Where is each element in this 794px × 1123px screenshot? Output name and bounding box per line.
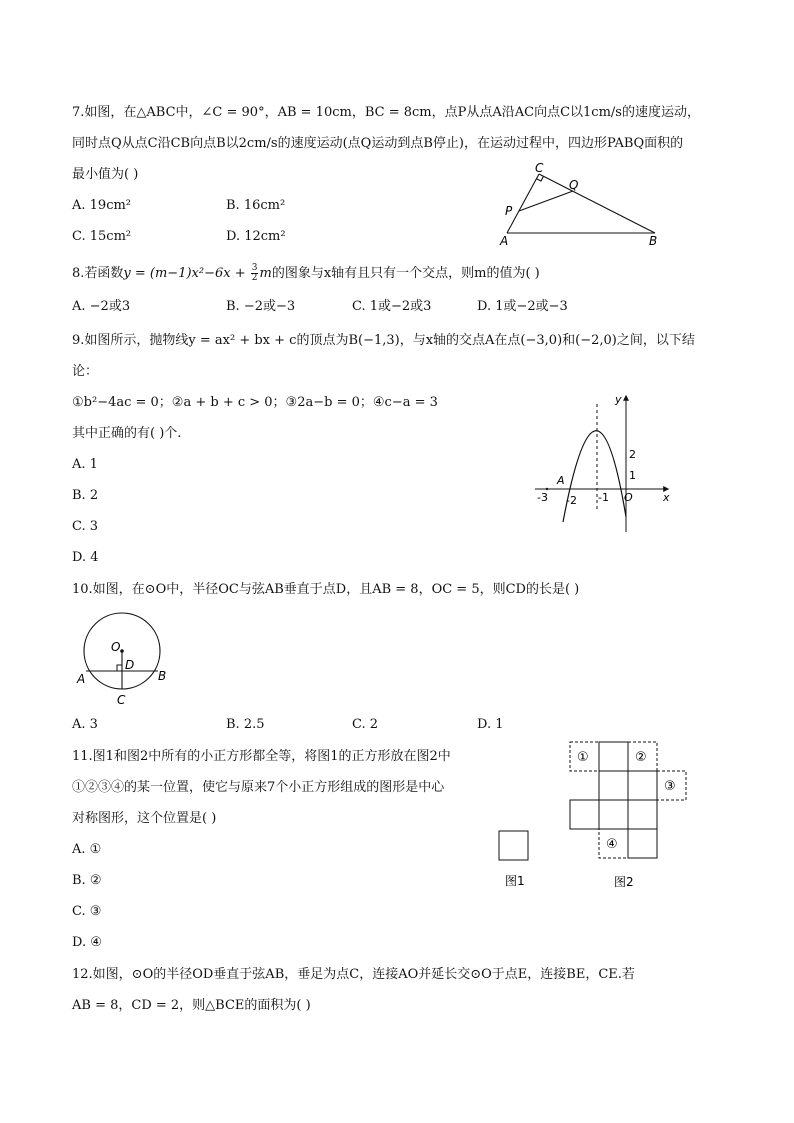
q9-label-y: y [615, 393, 622, 406]
q12-line2: AB = 8，CD = 2，则△BCE的面积为( ) [72, 998, 311, 1013]
q11-option-a[interactable]: A. ① [72, 842, 102, 857]
q11-figure2-square [628, 800, 657, 829]
q9-line2: 论： [72, 364, 99, 379]
q7-label-a: A [500, 234, 509, 248]
q9-tick-1: 1 [629, 469, 636, 482]
q8-fraction [251, 264, 259, 283]
q11-caption-fig1: 图1 [505, 874, 525, 888]
q10-label-b: B [158, 669, 167, 683]
q11-line3: 对称图形，这个位置是( ) [72, 811, 217, 826]
q9-option-b[interactable]: B. 2 [72, 488, 99, 503]
q9-tick-minus2: -2 [566, 494, 577, 507]
q9-tick-minus3: -3 [537, 491, 548, 504]
q8-option-a[interactable]: A. −2或3 [72, 299, 131, 314]
q8-frac-den: 2 [251, 273, 258, 283]
q7-triangle-figure [495, 160, 670, 250]
q11-figure2-square [599, 742, 628, 771]
q10-circle-figure [74, 607, 174, 711]
q7-option-d[interactable]: D. 12cm² [226, 229, 286, 244]
q8-expr-right: m [259, 266, 272, 281]
q7-line1: 7.如图，在△ABC中，∠C = 90°，AB = 10cm，BC = 8cm，点P从点A沿AC向点C以1cm/s的速度运动， [72, 105, 700, 120]
q9-label-o: O [624, 491, 633, 504]
q7-option-a[interactable]: A. 19cm² [72, 198, 132, 213]
q11-figure2-square [628, 771, 657, 800]
q9-tick-2: 2 [629, 448, 636, 461]
q7-side-cb [539, 174, 655, 233]
q10-line1: 10.如图，在⊙O中，半径OC与弦AB垂直于点D，且AB = 8，OC = 5，则CD的长是( ) [72, 582, 580, 597]
q9-label-a: A [557, 474, 565, 487]
q9-line4: 其中正确的有( )个. [72, 426, 182, 441]
q11-label-3: ③ [664, 779, 676, 794]
q8-stem [72, 264, 540, 283]
q11-caption-fig2: 图2 [614, 875, 634, 889]
q10-label-o: O [111, 640, 121, 654]
q11-figure2-square [570, 800, 599, 829]
q9-parabola-figure [530, 392, 680, 537]
q7-line3: 最小值为( ) [72, 167, 139, 182]
q7-label-q: Q [569, 178, 579, 192]
q10-option-c[interactable]: C. 2 [352, 717, 379, 732]
q9-label-x: x [663, 491, 670, 504]
q10-label-d: D [125, 658, 135, 672]
q9-option-c[interactable]: C. 3 [72, 519, 99, 534]
q9-line3: ①b²−4ac = 0；②a + b + c > 0；③2a−b = 0；④c−a = 3 [72, 395, 438, 410]
q8-option-c[interactable]: C. 1或−2或3 [352, 299, 432, 314]
q10-option-b[interactable]: B. 2.5 [226, 717, 265, 732]
q11-label-2: ② [635, 750, 647, 765]
q8-frac-num: 3 [251, 263, 258, 273]
q12-line1: 12.如图，⊙O的半径OD垂直于弦AB，垂足为点C，连接AO并延长交⊙O于点E，连接BE，CE.若 [72, 967, 635, 982]
q8-expr-left: y = (m−1)x²−6x + [123, 266, 250, 281]
q10-option-a[interactable]: A. 3 [72, 717, 98, 732]
q11-line2: ①②③④的某一位置，使它与原来7个小正方形组成的图形是中心 [72, 780, 445, 795]
q11-figure2-square [628, 829, 657, 858]
q11-option-c[interactable]: C. ③ [72, 904, 102, 919]
q9-point-marker [546, 488, 548, 490]
q8-prefix: 8.若函数 [72, 266, 124, 281]
q7-label-b: B [649, 234, 658, 248]
q9-parabola-curve [563, 431, 626, 522]
q11-figure1-square [499, 831, 528, 860]
q7-line2: 同时点Q从点C沿CB向点B以2cm/s的速度运动(点Q运动到点B停止)，在运动过程中，四边形PABQ面积的 [72, 136, 684, 151]
q11-squares-figure [490, 735, 700, 895]
q7-option-c[interactable]: C. 15cm² [72, 229, 132, 244]
q8-option-b[interactable]: B. −2或−3 [226, 299, 296, 314]
q9-option-a[interactable]: A. 1 [72, 457, 98, 472]
q11-label-1: ① [577, 750, 589, 765]
q7-label-p: P [505, 204, 513, 218]
q10-label-c: C [117, 693, 126, 707]
q8-option-d[interactable]: D. 1或−2或−3 [477, 299, 568, 314]
q7-label-c: C [535, 161, 544, 175]
q8-suffix: 的图象与x轴有且只有一个交点，则m的值为( ) [271, 266, 540, 281]
q11-figure2-square [599, 800, 628, 829]
q7-segment-pq [519, 191, 573, 211]
q9-line1: 9.如图所示，抛物线y = ax² + bx + c的顶点为B(−1,3)，与x轴的交点A在点(−3,0)和(−2,0)之间，以下结 [72, 333, 695, 348]
q11-option-b[interactable]: B. ② [72, 873, 102, 888]
q10-option-d[interactable]: D. 1 [477, 717, 504, 732]
q11-label-4: ④ [606, 837, 618, 852]
q9-tick-minus1: -1 [598, 491, 609, 504]
q11-figure2-square [599, 771, 628, 800]
q11-line1: 11.图1和图2中所有的小正方形都全等，将图1的正方形放在图2中 [72, 749, 451, 764]
q9-option-d[interactable]: D. 4 [72, 550, 99, 565]
q10-right-angle-mark [117, 665, 122, 671]
q11-option-d[interactable]: D. ④ [72, 935, 102, 950]
q7-option-b[interactable]: B. 16cm² [226, 198, 286, 213]
q10-center-dot [120, 649, 124, 653]
q10-label-a: A [77, 672, 86, 686]
